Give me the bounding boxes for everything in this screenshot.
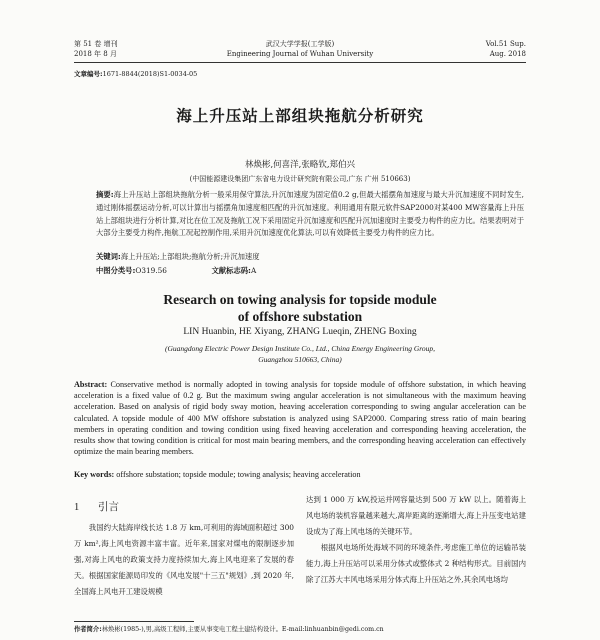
journal-name-cn: 武汉大学学报(工学版) — [265, 40, 335, 48]
body-paragraph: 我国约大陆海岸线长达 1.8 万 km,可利用的海域面积超过 300 万 km²,海上风电资源丰富丰富。近年来,国家对煤电的限制逐步加强,对海上风电的政策支持力度持续加大,海上风电迎来了发展的春天。根据国家能源局印发的《风电发展"十三五"规划》,到 2020 年,全国海上风电开工建设规模 — [74, 523, 294, 596]
volume-cn: 第 51 卷 增刊 — [74, 40, 118, 48]
doc-code-value: A — [250, 266, 257, 275]
date-en: Aug. 2018 — [489, 50, 526, 58]
keywords-cn — [96, 252, 524, 262]
journal-name-en: Engineering Journal of Wuhan University — [226, 50, 374, 58]
keywords-cn-text: 海上升压站;上部组块;拖航分析;升沉加速度 — [120, 252, 260, 261]
abstract-cn-label: 摘要: — [96, 190, 114, 199]
footnote-rule — [74, 621, 194, 622]
article-number — [74, 69, 197, 78]
keywords-cn-label: 关键词: — [96, 252, 121, 261]
keywords-en-label: Key words: — [74, 470, 115, 479]
paper-title-en — [0, 291, 600, 325]
article-number-label: 文章编号: — [74, 70, 103, 78]
authors-cn: 林焕彬,何喜洋,张略钦,郑伯兴 — [244, 160, 356, 170]
abstract-cn-text: 海上升压站上部组块拖航分析一般采用保守算法,升沉加速度为固定值0.2 g,但最大摇摆角加速度与最大升沉加速度不同时发生,通过刚体摇摆运动分析,可以计算出与摇摆角加速度相匹配的升沉加速度。利用通用有限元软件SAP2000对某400 MW容量海上升压站上部组块进行分析计算,对比在位工况及拖航工况下采用固定升沉加速度和匹配升沉加速度时主要受力构件的应力比。结果表明对于大部分主要受力构件,拖航工况起控制作用,采用升沉加速度优化算法,可以有效降低主要受力构件的应力比。 — [96, 190, 524, 238]
doc-code-label: 文献标志码: — [211, 266, 251, 275]
paper-title-cn: 海上升压站上部组块拖航分析研究 — [176, 107, 424, 125]
section-number: 1 — [74, 502, 80, 513]
title-en-line-1: Research on towing analysis for topside module — [163, 292, 437, 307]
authors-en: LIN Huanbin, HE Xiyang, ZHANG Lueqin, ZHENG Boxing — [183, 327, 417, 337]
clc-label: 中图分类号: — [96, 266, 136, 275]
body-paragraph: 根据风电场所处海域不同的环境条件,考虑施工单位的运输吊装能力,海上升压站可以采用分体式或整体式 2 种结构形式。目前国内除了江苏大丰风电场采用分体式海上升压站之外,其余风电场均 — [306, 543, 526, 584]
affiliation-en-line-2: Guangzhou 510663, China) — [258, 355, 342, 364]
body-column-right — [306, 492, 526, 588]
section-heading — [74, 499, 119, 514]
volume-en: Vol.51 Sup. — [485, 40, 526, 48]
body-column-left — [74, 520, 294, 600]
footnote-text: 林焕彬(1985-),男,高级工程师,主要从事变电工程土建结构设计。E-mail:linhuanbin@gedi.com.cn — [101, 626, 384, 633]
title-en-line-2: of offshore substation — [237, 309, 363, 324]
classification-line — [96, 266, 256, 276]
affiliation-en-line-1: (Guangdong Electric Power Design Institute Co., Ltd., China Energy Engineering Group, — [164, 344, 436, 353]
keywords-en — [74, 470, 526, 479]
keywords-en-text: offshore substation; topside module; towing analysis; heaving acceleration — [116, 470, 361, 479]
section-title: 引言 — [98, 501, 119, 513]
footnote-label: 作者简介: — [74, 626, 102, 633]
journal-volume-en-block — [486, 39, 526, 59]
abstract-en — [74, 379, 526, 457]
abstract-en-text: Conservative method is normally adopted in towing analysis for topside module of offshore substation, in which heaving acceleration is a fixed value of 0.2 g. But the maximum swing angular acceleration is not simultaneous with the maximum heaving acceleration. Based on analysis of rigid body sway motion, heaving acceleration corresponding to swing angular acceleration can be calculated. A topside module of 400 MW offshore substation is analyzed using SAP2000. Comparing stress ratio of main bearing members in operating condition and towing condition using fixed heaving acceleration and corresponding heaving acceleration, the results show that towing condition is critical for most main bearing members, and the corresponding heaving acceleration can effectively optimize the main bearing members. — [74, 380, 527, 457]
body-paragraph-continued: 达到 1 000 万 kW,投运并网容量达到 500 万 kW 以上。随着海上风电场的装机容量越来越大,离岸距离的逐渐增大,海上升压变电站建设成为了海上风电场的关键环节。 — [306, 495, 526, 536]
affiliation-en — [0, 343, 600, 365]
abstract-en-label: Abstract: — [74, 380, 108, 389]
author-footnote — [74, 624, 526, 633]
date-cn: 2018 年 8 月 — [74, 50, 117, 58]
article-number-value: 1671-8844(2018)S1-0034-05 — [102, 70, 198, 78]
abstract-cn — [96, 189, 524, 240]
clc-value: O319.56 — [135, 266, 167, 275]
affiliation-cn: (中国能源建设集团广东省电力设计研究院有限公司,广东 广州 510663) — [189, 175, 411, 183]
header-rule — [74, 62, 526, 63]
